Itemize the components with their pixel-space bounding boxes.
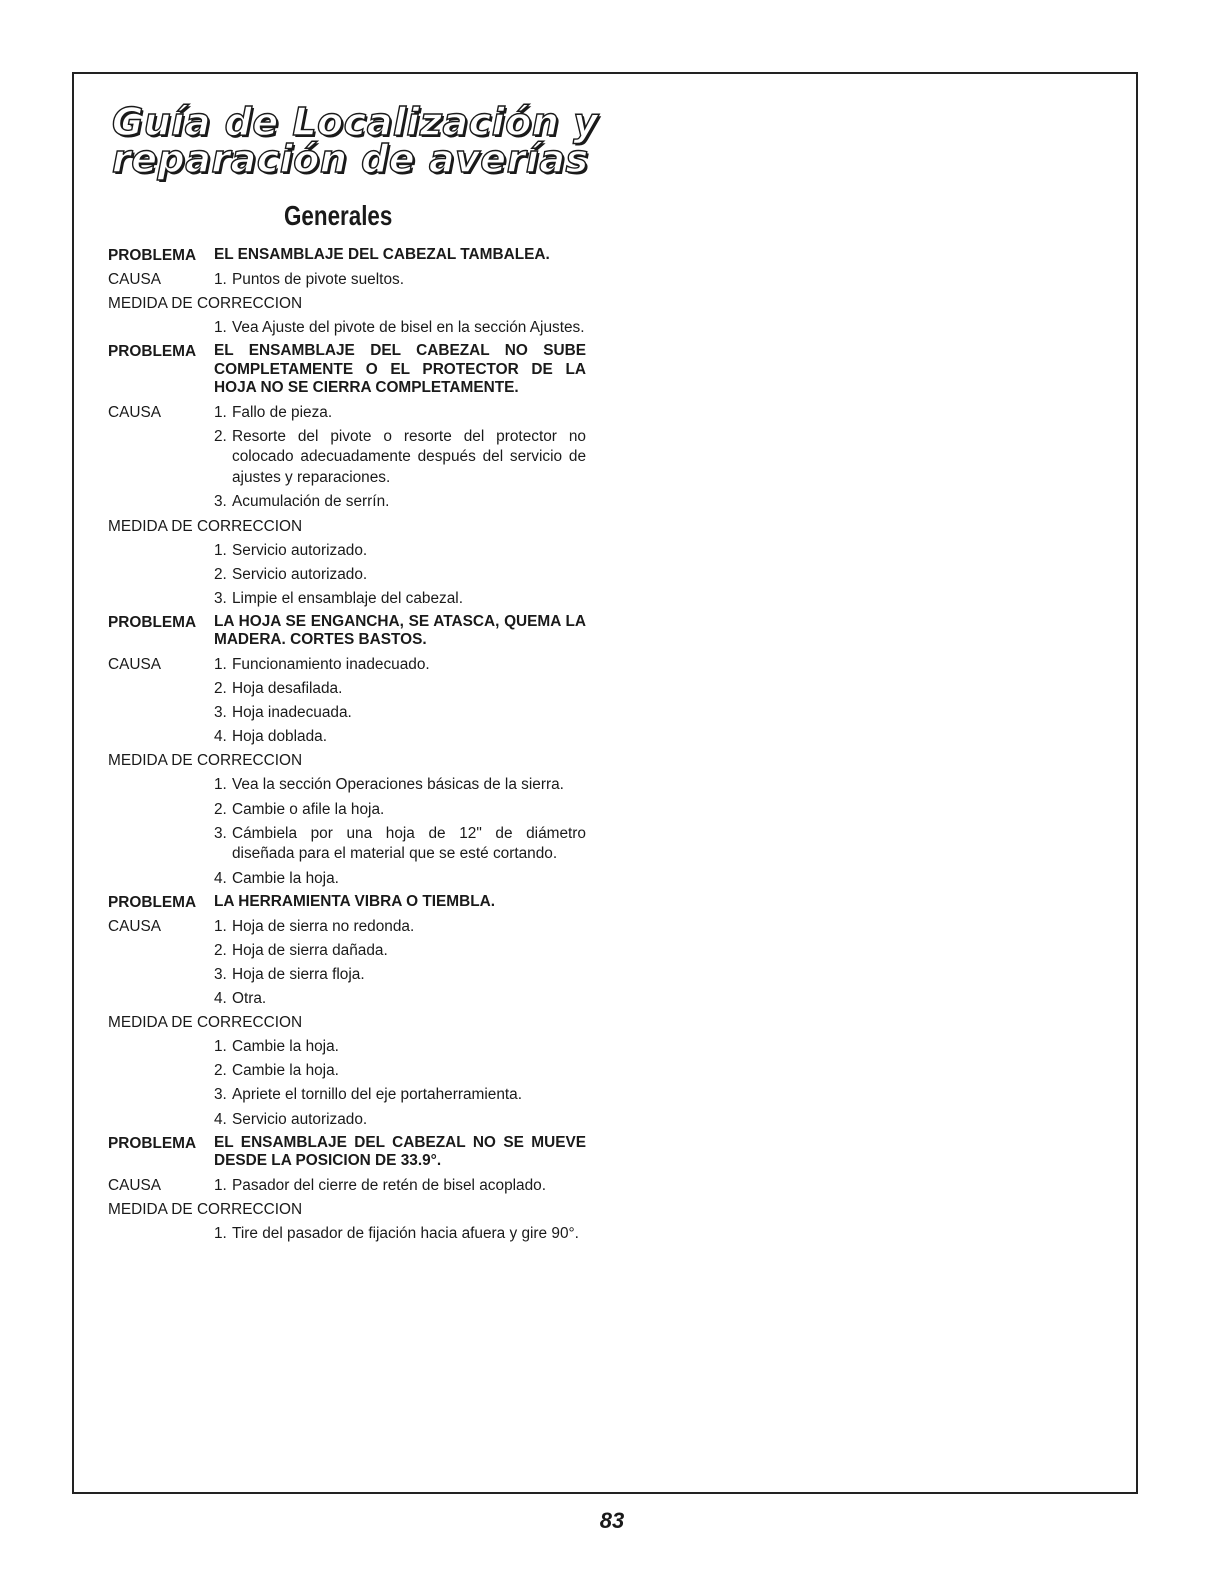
cause-label: CAUSA xyxy=(108,403,162,421)
cause-label: CAUSA xyxy=(108,655,162,673)
cause-number: 3. xyxy=(214,493,227,511)
cause-number: 1. xyxy=(214,655,227,673)
correction-number: 2. xyxy=(214,800,227,818)
title-line-1: Guía de Localización y xyxy=(112,100,599,144)
cause-row xyxy=(108,268,586,292)
problem-text: EL ENSAMBLAJE DEL CABEZAL NO SUBE COMPLETAMENTE O EL PROTECTOR DE LA HOJA NO SE CIERRA COMPLETAMENTE. xyxy=(214,342,586,397)
problem-label: PROBLEMA xyxy=(108,247,197,264)
correction-number: 1. xyxy=(214,541,227,559)
problem-block xyxy=(108,611,586,891)
cause-number: 1. xyxy=(214,403,227,421)
correction-text: Cambie la hoja. xyxy=(232,869,339,887)
problem-text: LA HERRAMIENTA VIBRA O TIEMBLA. xyxy=(214,892,496,910)
correction-item xyxy=(214,563,586,587)
correction-number: 1. xyxy=(214,1038,227,1056)
cause-item xyxy=(214,425,586,491)
cause-number: 2. xyxy=(214,680,227,698)
correction-number: 1. xyxy=(214,319,227,337)
correction-number: 3. xyxy=(214,824,227,842)
correction-text: Tire del pasador de fijación hacia afuera y gire 90°. xyxy=(232,1224,579,1242)
correction-label: MEDIDA DE CORRECCION xyxy=(108,295,303,313)
correction-text: Vea la sección Operaciones básicas de la sierra. xyxy=(232,776,564,794)
cause-item xyxy=(214,268,586,292)
cause-row xyxy=(108,1174,586,1198)
correction-number: 1. xyxy=(214,1224,227,1242)
problem-block xyxy=(108,1132,586,1246)
cause-text: Hoja doblada. xyxy=(232,728,327,746)
correction-item xyxy=(214,1108,586,1132)
correction-item xyxy=(214,1035,586,1059)
problem-text: EL ENSAMBLAJE DEL CABEZAL NO SE MUEVE DESDE LA POSICION DE 33.9°. xyxy=(214,1133,586,1170)
problem-label: PROBLEMA xyxy=(108,893,197,911)
correction-item xyxy=(214,316,586,340)
correction-text: Cambie o afile la hoja. xyxy=(232,800,385,818)
cause-item xyxy=(214,701,586,725)
correction-item xyxy=(214,1083,586,1107)
cause-item xyxy=(214,987,586,1011)
correction-number: 4. xyxy=(214,869,227,887)
cause-item xyxy=(214,963,586,987)
cause-text: Hoja desafilada. xyxy=(232,680,343,698)
cause-text: Pasador del cierre de retén de bisel acoplado. xyxy=(232,1176,546,1194)
cause-text: Fallo de pieza. xyxy=(232,403,333,421)
problem-block xyxy=(108,891,586,1132)
correction-item xyxy=(214,539,586,563)
correction-number: 2. xyxy=(214,565,227,583)
correction-text: Servicio autorizado. xyxy=(232,1110,368,1128)
correction-text: Cambie la hoja. xyxy=(232,1038,339,1056)
problem-label: PROBLEMA xyxy=(108,613,197,631)
cause-item xyxy=(214,401,586,425)
correction-label: MEDIDA DE CORRECCION xyxy=(108,1200,303,1218)
cause-item xyxy=(214,915,586,939)
correction-number: 4. xyxy=(214,1110,227,1128)
problem-row xyxy=(108,244,586,268)
cause-number: 1. xyxy=(214,1176,227,1194)
cause-text: Otra. xyxy=(232,990,267,1008)
cause-row xyxy=(108,401,586,425)
correction-label: MEDIDA DE CORRECCION xyxy=(108,517,303,535)
correction-item xyxy=(214,773,586,797)
problem-row xyxy=(108,340,586,401)
correction-text: Servicio autorizado. xyxy=(232,541,368,559)
cause-label: CAUSA xyxy=(108,271,162,289)
correction-text: Cámbiela por una hoja de 12" de diámetro diseñada para el material que se esté cortando. xyxy=(232,824,586,863)
title-line-2: reparación de averías xyxy=(112,137,589,181)
cause-text: Resorte del pivote o resorte del protector no colocado adecuadamente después del servicio de ajustes y reparaciones. xyxy=(232,427,586,486)
problem-text: LA HOJA SE ENGANCHA, SE ATASCA, QUEMA LA MADERA. CORTES BASTOS. xyxy=(214,612,586,649)
cause-number: 3. xyxy=(214,965,227,983)
cause-label: CAUSA xyxy=(108,1176,162,1194)
cause-label: CAUSA xyxy=(108,917,162,935)
cause-text: Hoja de sierra floja. xyxy=(232,965,365,983)
problem-label: PROBLEMA xyxy=(108,1134,197,1152)
correction-item xyxy=(214,822,586,867)
correction-number: 2. xyxy=(214,1062,227,1080)
cause-number: 2. xyxy=(214,427,227,445)
problem-block xyxy=(108,244,586,340)
correction-item xyxy=(214,798,586,822)
cause-item xyxy=(214,653,586,677)
cause-number: 2. xyxy=(214,941,227,959)
cause-number: 3. xyxy=(214,704,227,722)
cause-number: 4. xyxy=(214,990,227,1008)
cause-item xyxy=(214,725,586,749)
problem-label: PROBLEMA xyxy=(108,343,197,361)
cause-text: Hoja de sierra no redonda. xyxy=(232,917,415,935)
correction-number: 1. xyxy=(214,776,227,794)
cause-text: Hoja inadecuada. xyxy=(232,704,352,722)
cause-text: Puntos de pivote sueltos. xyxy=(232,271,404,289)
cause-item xyxy=(214,490,586,514)
correction-number: 3. xyxy=(214,589,227,607)
cause-item xyxy=(214,1174,586,1198)
problem-block xyxy=(108,340,586,611)
correction-item xyxy=(214,587,586,611)
cause-item xyxy=(214,939,586,963)
cause-number: 1. xyxy=(214,917,227,935)
cause-item xyxy=(214,677,586,701)
correction-text: Servicio autorizado. xyxy=(232,565,368,583)
cause-row xyxy=(108,653,586,677)
correction-text: Vea Ajuste del pivote de bisel en la sección Ajustes. xyxy=(232,319,585,337)
cause-text: Funcionamiento inadecuado. xyxy=(232,655,430,673)
correction-text: Limpie el ensamblaje del cabezal. xyxy=(232,589,463,607)
page-number: 83 xyxy=(599,1508,625,1533)
problem-row xyxy=(108,891,586,915)
problem-row xyxy=(108,1132,586,1174)
correction-text: Cambie la hoja. xyxy=(232,1062,339,1080)
section-title: Generales xyxy=(284,200,393,231)
problem-row xyxy=(108,611,586,653)
correction-item xyxy=(214,867,586,891)
problem-text: EL ENSAMBLAJE DEL CABEZAL TAMBALEA. xyxy=(214,246,550,263)
correction-item xyxy=(214,1059,586,1083)
cause-row xyxy=(108,915,586,939)
cause-number: 4. xyxy=(214,728,227,746)
correction-item xyxy=(214,1222,586,1246)
correction-label: MEDIDA DE CORRECCION xyxy=(108,752,303,770)
correction-text: Apriete el tornillo del eje portaherramienta. xyxy=(232,1086,523,1104)
cause-text: Hoja de sierra dañada. xyxy=(232,941,388,959)
correction-label: MEDIDA DE CORRECCION xyxy=(108,1014,303,1032)
correction-number: 3. xyxy=(214,1086,227,1104)
page-title xyxy=(112,100,632,181)
cause-number: 1. xyxy=(214,271,227,289)
troubleshooting-list xyxy=(108,244,586,1246)
cause-text: Acumulación de serrín. xyxy=(232,493,390,511)
